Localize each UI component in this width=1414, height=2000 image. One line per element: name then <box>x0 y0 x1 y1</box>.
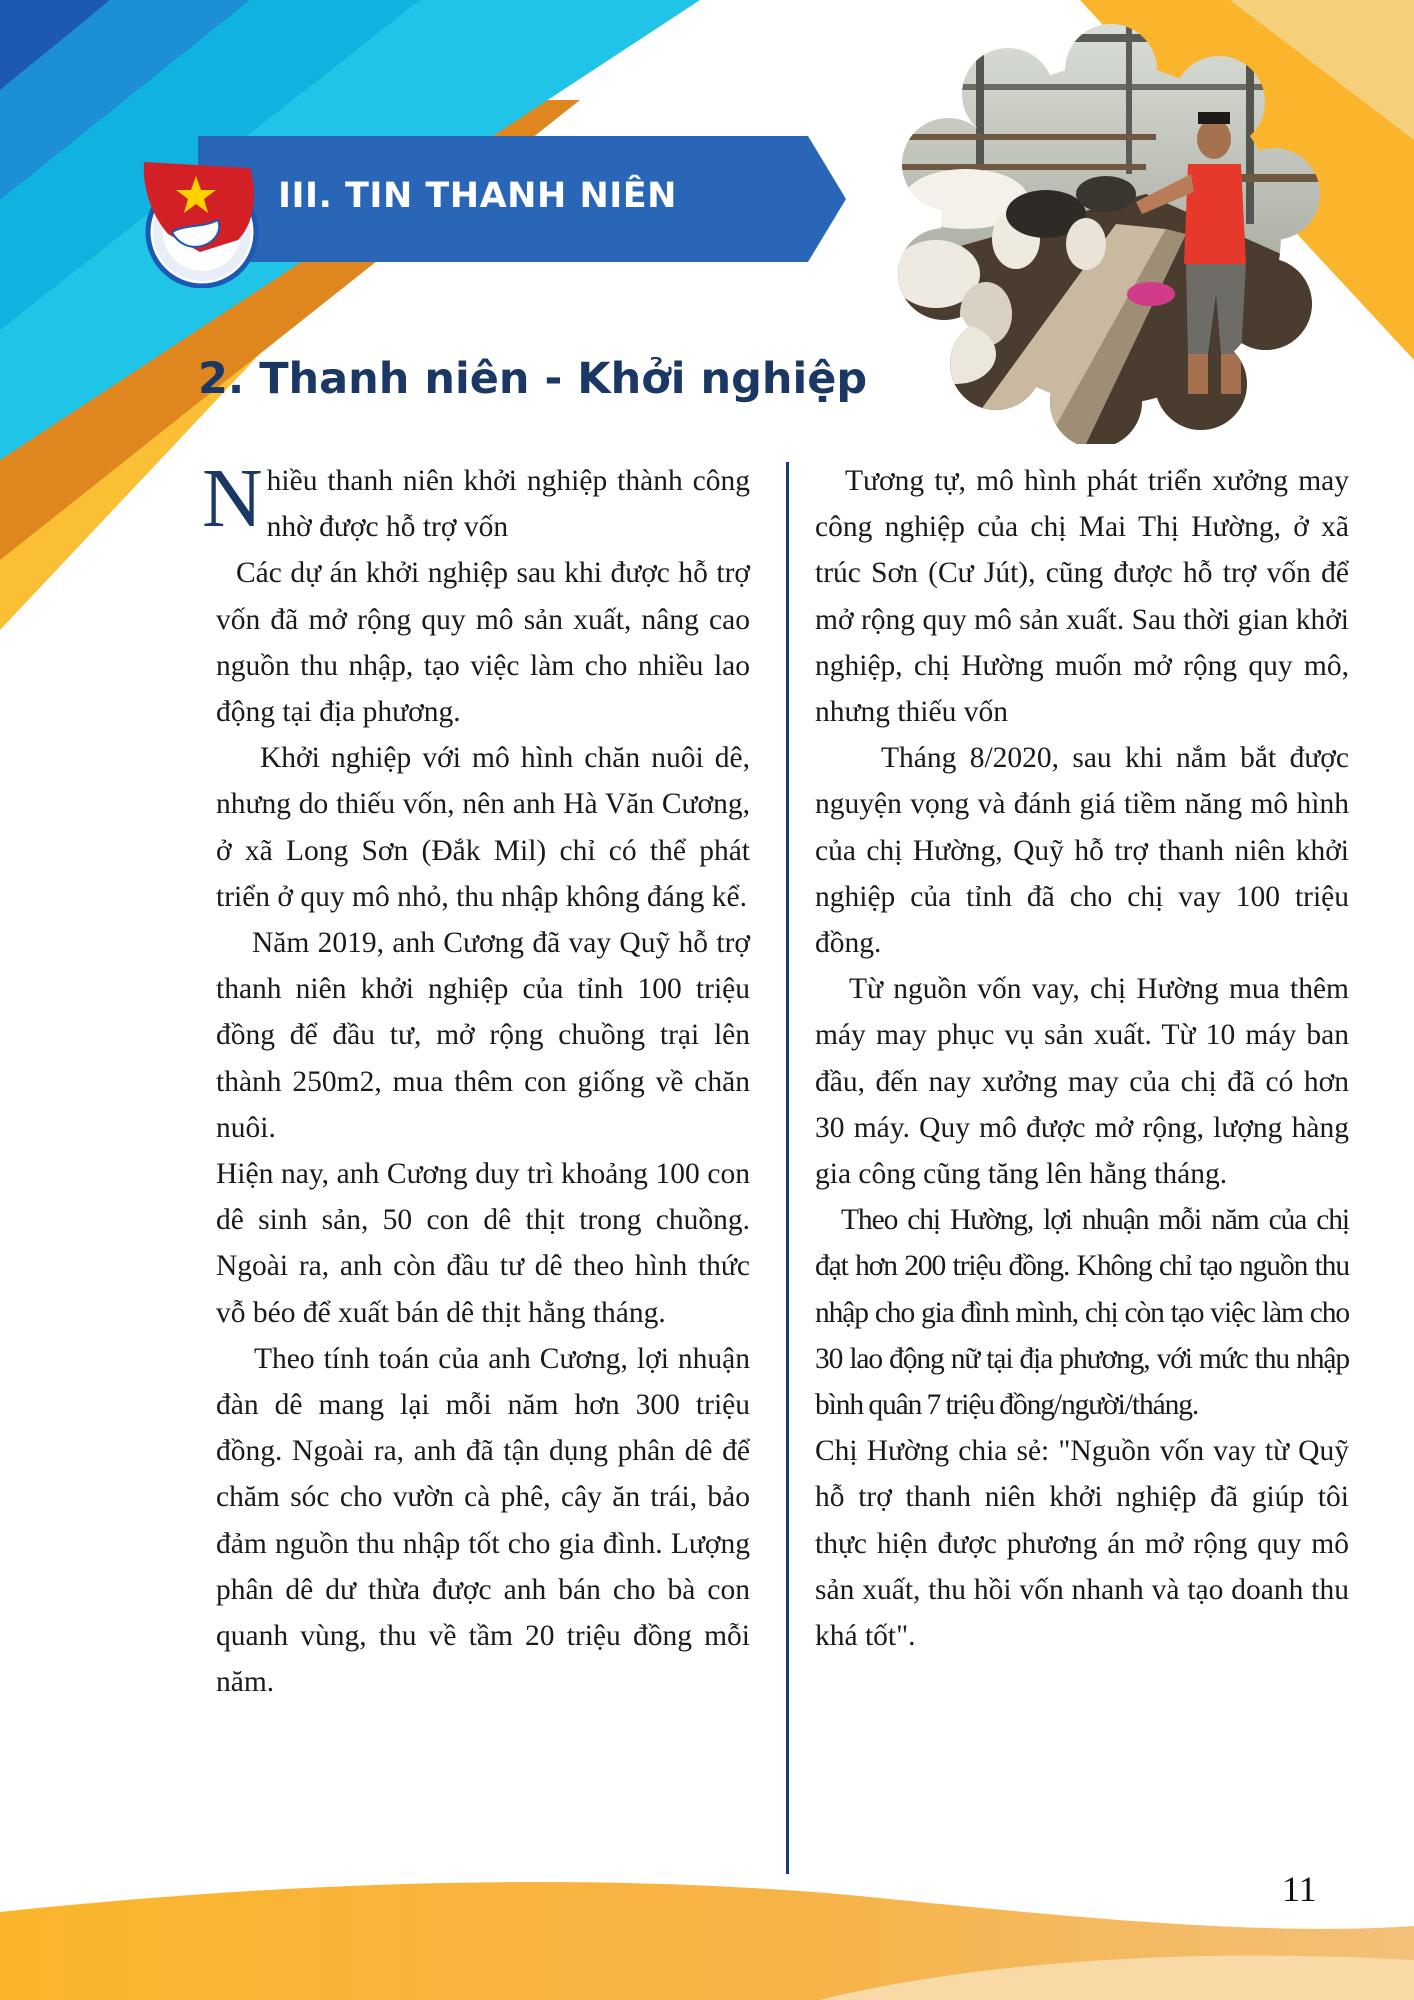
lead-text: hiều thanh niên khởi nghiệp thành công nhờ được hỗ trợ vốn <box>266 465 750 544</box>
paragraph: Tháng 8/2020, sau khi nắm bắt được nguyện vọng và đánh giá tiềm năng mô hình của chị Hường, Quỹ hỗ trợ thanh niên khởi nghiệp của tỉnh đã cho chị vay 100 triệu đồng. <box>815 742 1349 960</box>
paragraph: Các dự án khởi nghiệp sau khi được hỗ trợ vốn đã mở rộng quy mô sản xuất, nâng cao nguồn thu nhập, tạo việc làm cho nhiều lao động tại địa phương. <box>216 557 750 729</box>
page-number: 11 <box>1282 1869 1317 1909</box>
youth-union-emblem <box>138 154 266 288</box>
right-column <box>815 458 1349 1659</box>
paragraph: Hiện nay, anh Cương duy trì khoảng 100 con dê sinh sản, 50 con dê thịt trong chuồng. Ngoài ra, anh còn đầu tư dê theo hình thức vỗ béo để xuất bán dê thịt hằng tháng. <box>216 1158 750 1329</box>
drop-cap: N <box>202 452 263 545</box>
paragraph: Theo tính toán của anh Cương, lợi nhuận đàn dê mang lại mỗi năm hơn 300 triệu đồng. Ngoài ra, anh đã tận dụng phân dê để chăm sóc cho vườn cà phê, cây ăn trái, bảo đảm nguồn thu nhập tốt cho gia đình. Lượng phân dê dư thừa được anh bán cho bà con quanh vùng, thu về tầm 20 triệu đồng mỗi năm. <box>216 1342 750 1699</box>
section-title: 2. Thanh niên - Khởi nghiệp <box>198 354 868 404</box>
paragraph: Năm 2019, anh Cương đã vay Quỹ hỗ trợ thanh niên khởi nghiệp của tỉnh 100 triệu đồng để đầu tư, mở rộng chuồng trại lên thành 250m2, mua thêm con giống về chăn nuôi. <box>216 927 750 1144</box>
banner-title: III. TIN THANH NIÊN <box>278 176 677 216</box>
paragraph: Theo chị Hường, lợi nhuận mỗi năm của chị đạt hơn 200 triệu đồng. Không chỉ tạo nguồn thu nhập cho gia đình mình, chị còn tạo việc làm cho 30 lao động nữ tại địa phương, với mức thu nhập bình quân 7 triệu đồng/người/tháng. <box>815 1204 1349 1422</box>
lead-paragraph <box>202 452 750 550</box>
paragraph: Tương tự, mô hình phát triển xưởng may công nghiệp của chị Mai Thị Hường, ở xã trúc Sơn (Cư Jút), cũng được hỗ trợ vốn để mở rộng quy mô sản xuất. Sau thời gian khởi nghiệp, chị Hường muốn mở rộng quy mô, nhưng thiếu vốn <box>815 465 1349 729</box>
column-divider <box>786 462 789 1874</box>
paragraph: Từ nguồn vốn vay, chị Hường mua thêm máy may phục vụ sản xuất. Từ 10 máy ban đầu, đến nay xưởng may của chị đã có hơn 30 máy. Quy mô được mở rộng, lượng hàng gia công cũng tăng lên hằng tháng. <box>815 973 1349 1191</box>
paragraph: Chị Hường chia sẻ: "Nguồn vốn vay từ Quỹ hỗ trợ thanh niên khởi nghiệp đã giúp tôi thực hiện được phương án mở rộng quy mô sản xuất, thu hồi vốn nhanh và tạo doanh thu khá tốt". <box>815 1435 1349 1653</box>
paragraph: Khởi nghiệp với mô hình chăn nuôi dê, nhưng do thiếu vốn, nên anh Hà Văn Cương, ở xã Long Sơn (Đắk Mil) chỉ có thể phát triển ở quy mô nhỏ, thu nhập không đáng kể. <box>216 742 750 913</box>
goat-farm-photo <box>896 24 1326 444</box>
left-column <box>202 452 750 1705</box>
